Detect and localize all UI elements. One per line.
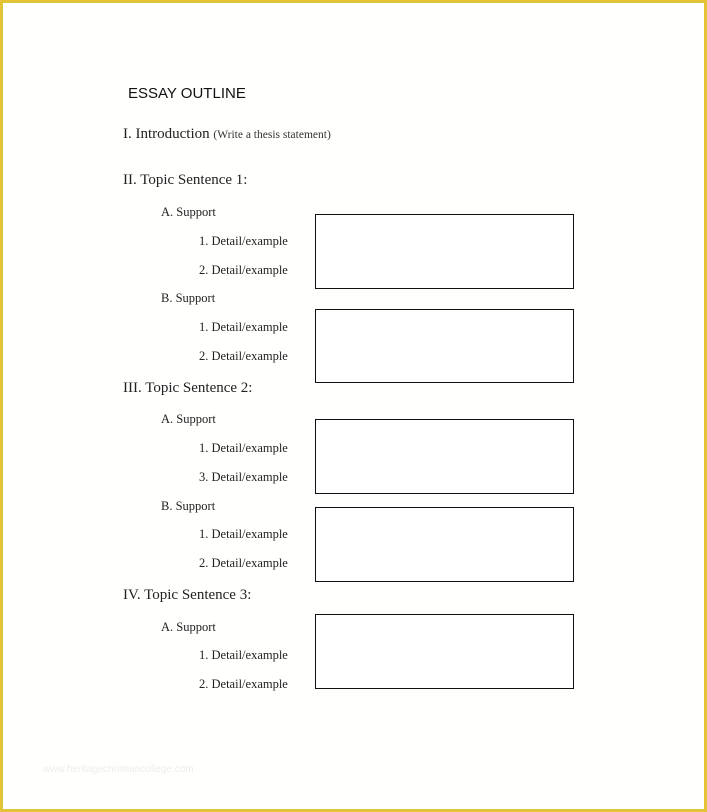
intro-label: I. Introduction: [123, 126, 210, 142]
answer-box[interactable]: [315, 507, 574, 582]
detail-item: 1. Detail/example: [199, 320, 288, 334]
intro-line: [123, 126, 331, 143]
support-label: A. Support: [161, 412, 216, 426]
detail-item: 2. Detail/example: [199, 349, 288, 363]
document-title: ESSAY OUTLINE: [128, 85, 246, 102]
support-label: A. Support: [161, 205, 216, 219]
detail-item: 1. Detail/example: [199, 441, 288, 455]
detail-item: 1. Detail/example: [199, 527, 288, 541]
detail-item: 3. Detail/example: [199, 470, 288, 484]
watermark-text: www.heritagechristiancollege.com: [43, 764, 194, 775]
detail-item: 2. Detail/example: [199, 263, 288, 277]
support-label: B. Support: [161, 499, 216, 513]
answer-box[interactable]: [315, 214, 574, 289]
detail-item: 2. Detail/example: [199, 556, 288, 570]
section-heading: III. Topic Sentence 2:: [123, 380, 253, 396]
detail-item: 1. Detail/example: [199, 648, 288, 662]
answer-box[interactable]: [315, 309, 574, 383]
intro-note: (Write a thesis statement): [213, 129, 331, 141]
support-label: A. Support: [161, 620, 216, 634]
section-heading: IV. Topic Sentence 3:: [123, 587, 252, 603]
section-heading: II. Topic Sentence 1:: [123, 172, 248, 188]
answer-box[interactable]: [315, 419, 574, 494]
detail-item: 1. Detail/example: [199, 234, 288, 248]
detail-item: 2. Detail/example: [199, 677, 288, 691]
answer-box[interactable]: [315, 614, 574, 689]
support-label: B. Support: [161, 291, 216, 305]
